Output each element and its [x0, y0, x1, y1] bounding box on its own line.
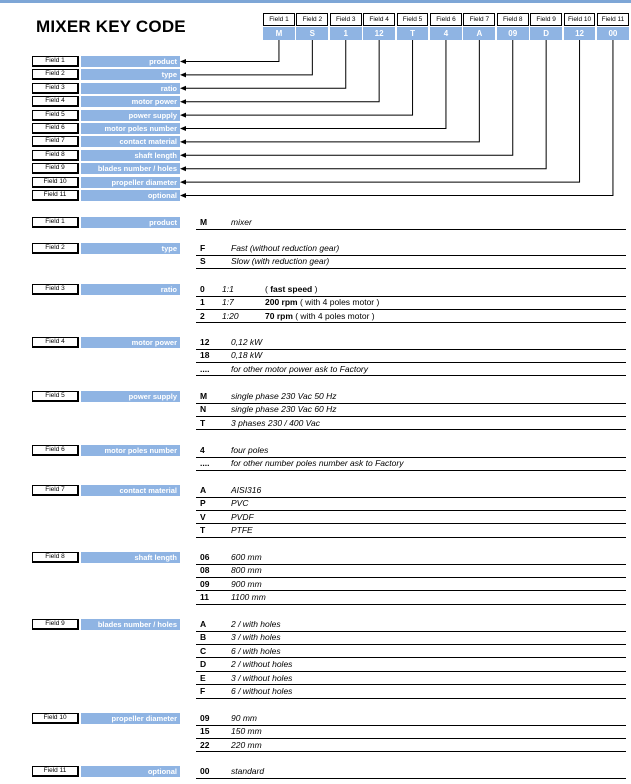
row-divider	[196, 349, 626, 350]
speed-suffix: ( with 4 poles motor )	[292, 310, 375, 321]
section-field-label: Field 10	[32, 713, 79, 724]
option-description: AISI316	[231, 485, 262, 495]
option-code: T	[200, 525, 206, 536]
option-description: 90 mm	[231, 713, 257, 723]
section-field-name: contact material	[81, 485, 180, 496]
section-field-label: Field 3	[32, 284, 79, 295]
connector-line	[184, 40, 346, 88]
option-description: 900 mm	[231, 578, 262, 589]
legend-field-label: Field 6	[32, 123, 79, 134]
option-speed	[265, 297, 379, 308]
option-code: A	[200, 485, 207, 495]
section-field-label: Field 1	[32, 217, 79, 228]
legend-field-name: propeller diameter	[81, 177, 180, 188]
speed-value: fast speed	[270, 284, 313, 294]
option-code: 11	[200, 592, 209, 603]
row-divider	[196, 255, 626, 256]
option-code: D	[200, 659, 207, 670]
row-divider	[196, 362, 626, 363]
legend-field-name: product	[81, 56, 180, 67]
arrowhead-icon	[180, 166, 186, 171]
row-divider	[196, 577, 626, 578]
option-code: C	[200, 645, 207, 656]
header-field-label: Field 4	[363, 13, 395, 26]
option-description: 0,18 kW	[231, 350, 263, 361]
header-field-label: Field 6	[430, 13, 462, 26]
row-divider	[196, 698, 626, 699]
legend-field-name: blades number / holes	[81, 163, 180, 174]
legend-field-name: optional	[81, 190, 180, 201]
header-field-label: Field 2	[296, 13, 328, 26]
page-title: MIXER KEY CODE	[36, 17, 186, 36]
option-code: 00	[200, 766, 210, 776]
option-code: 0	[200, 284, 205, 294]
section-field-name: blades number / holes	[81, 619, 180, 630]
row-divider	[196, 510, 626, 511]
row-divider	[196, 778, 626, 779]
arrowhead-icon	[180, 180, 186, 185]
section-field-label: Field 9	[32, 619, 79, 630]
arrowhead-icon	[180, 99, 186, 104]
option-code: 06	[200, 552, 210, 562]
option-description: PVDF	[231, 511, 254, 522]
connector-line	[184, 40, 413, 115]
speed-value: 200 rpm	[265, 297, 298, 308]
section-field-label: Field 7	[32, 485, 79, 496]
option-description: 1100 mm	[231, 592, 266, 603]
row-divider	[196, 523, 626, 524]
option-description: 3 phases 230 / 400 Vac	[231, 417, 321, 428]
option-code: 15	[200, 726, 210, 737]
header-field-code: 12	[363, 27, 395, 40]
section-field-label: Field 8	[32, 552, 79, 563]
option-description: four poles	[231, 445, 269, 455]
row-divider	[196, 457, 626, 458]
header-field-label: Field 5	[397, 13, 429, 26]
option-description: PTFE	[231, 525, 253, 536]
connector-line	[184, 40, 546, 169]
legend-field-label: Field 11	[32, 190, 79, 201]
row-divider	[196, 644, 626, 645]
row-divider	[196, 470, 626, 471]
legend-field-label: Field 2	[32, 69, 79, 80]
header-field-label: Field 11	[597, 13, 629, 26]
speed-suffix: ( with 4 poles motor )	[297, 297, 380, 308]
connector-line	[184, 40, 279, 62]
connector-line	[184, 40, 613, 196]
header-field-label: Field 10	[564, 13, 596, 26]
row-divider	[196, 604, 626, 605]
option-description: single phase 230 Vac 60 Hz	[231, 404, 337, 415]
option-code: 22	[200, 739, 210, 750]
option-description: 6 / with holes	[231, 645, 281, 656]
row-divider	[196, 725, 626, 726]
connector-line	[184, 40, 379, 102]
option-code: P	[200, 498, 206, 509]
header-field-code: M	[263, 27, 295, 40]
option-description: 3 / with holes	[231, 632, 281, 643]
legend-field-label: Field 7	[32, 136, 79, 147]
option-code: 09	[200, 578, 210, 589]
section-field-name: propeller diameter	[81, 713, 180, 724]
option-description: mixer	[231, 217, 252, 227]
legend-field-label: Field 1	[32, 56, 79, 67]
option-description: 2 / without holes	[231, 659, 293, 670]
legend-field-name: shaft length	[81, 150, 180, 161]
row-divider	[196, 268, 626, 269]
row-divider	[196, 564, 626, 565]
option-code: 08	[200, 565, 210, 576]
option-code: A	[200, 619, 207, 629]
header-field-label: Field 1	[263, 13, 295, 26]
section-field-label: Field 11	[32, 766, 79, 777]
option-description: 3 / without holes	[231, 672, 293, 683]
connector-line	[184, 40, 312, 75]
option-code: E	[200, 672, 206, 683]
arrowhead-icon	[180, 126, 186, 131]
header-field-label: Field 3	[330, 13, 362, 26]
legend-field-label: Field 10	[32, 177, 79, 188]
option-ratio: 1:1	[222, 284, 234, 294]
row-divider	[196, 738, 626, 739]
legend-field-name: motor poles number	[81, 123, 180, 134]
legend-field-name: contact material	[81, 136, 180, 147]
option-code: 09	[200, 713, 210, 723]
header-field-code: S	[296, 27, 328, 40]
option-code: M	[200, 391, 208, 401]
speed-value: 70 rpm	[265, 310, 293, 321]
legend-field-name: power supply	[81, 110, 180, 121]
row-divider	[196, 684, 626, 685]
option-description: 0,12 kW	[231, 337, 263, 347]
legend-field-name: type	[81, 69, 180, 80]
arrowhead-icon	[180, 72, 186, 77]
section-field-label: Field 6	[32, 445, 79, 456]
option-ratio: 1:20	[222, 310, 239, 321]
option-description: 2 / with holes	[231, 619, 281, 629]
arrowhead-icon	[180, 59, 186, 64]
option-description: Slow (with reduction gear)	[231, 256, 330, 267]
option-speed	[265, 284, 317, 295]
connector-line	[184, 40, 513, 155]
row-divider	[196, 671, 626, 672]
section-field-label: Field 2	[32, 243, 79, 254]
option-code: 18	[200, 350, 210, 361]
option-code: S	[200, 256, 206, 267]
row-divider	[196, 751, 626, 752]
section-field-name: type	[81, 243, 180, 254]
speed-suffix: )	[312, 284, 318, 294]
option-code: T	[200, 417, 206, 428]
option-code: 2	[200, 310, 205, 321]
option-code: ....	[200, 363, 210, 374]
arrowhead-icon	[180, 153, 186, 158]
option-code: F	[200, 686, 206, 696]
section-field-name: shaft length	[81, 552, 180, 563]
header-field-code: A	[463, 27, 495, 40]
option-description: 150 mm	[231, 726, 262, 737]
legend-field-label: Field 4	[32, 96, 79, 107]
arrowhead-icon	[180, 113, 186, 118]
option-ratio: 1:7	[222, 297, 234, 308]
arrowhead-icon	[180, 193, 186, 198]
row-divider	[196, 375, 626, 376]
row-divider	[196, 429, 626, 430]
option-code: ....	[200, 458, 210, 469]
option-description: PVC	[231, 498, 249, 509]
option-code: V	[200, 511, 206, 522]
legend-field-name: motor power	[81, 96, 180, 107]
header-field-code: 12	[564, 27, 596, 40]
row-divider	[196, 537, 626, 538]
option-code: M	[200, 217, 208, 227]
option-code: B	[200, 632, 207, 643]
row-divider	[196, 229, 626, 230]
header-field-label: Field 9	[530, 13, 562, 26]
section-field-label: Field 4	[32, 337, 79, 348]
header-field-code: 1	[330, 27, 362, 40]
header-field-code: 4	[430, 27, 462, 40]
option-description: standard	[231, 766, 265, 776]
speed-prefix: (	[265, 284, 271, 294]
legend-field-label: Field 8	[32, 150, 79, 161]
row-divider	[196, 403, 626, 404]
header-field-code: 09	[497, 27, 529, 40]
connector-arrows	[0, 0, 631, 210]
section-field-name: optional	[81, 766, 180, 777]
option-code: 1	[200, 297, 205, 308]
section-field-name: motor power	[81, 337, 180, 348]
row-divider	[196, 322, 626, 323]
row-divider	[196, 657, 626, 658]
header-field-code: D	[530, 27, 562, 40]
row-divider	[196, 497, 626, 498]
arrowhead-icon	[180, 86, 186, 91]
row-divider	[196, 416, 626, 417]
option-description: single phase 230 Vac 50 Hz	[231, 391, 337, 401]
header-field-code: 00	[597, 27, 629, 40]
option-speed	[265, 311, 375, 322]
option-description: for other number poles number ask to Factory	[231, 458, 404, 469]
row-divider	[196, 631, 626, 632]
arrowhead-icon	[180, 139, 186, 144]
option-code: 4	[200, 445, 205, 455]
connector-line	[184, 40, 479, 142]
legend-field-label: Field 3	[32, 83, 79, 94]
section-field-name: product	[81, 217, 180, 228]
legend-field-label: Field 5	[32, 110, 79, 121]
header-field-code: T	[397, 27, 429, 40]
header-field-label: Field 7	[463, 13, 495, 26]
option-description: 6 / without holes	[231, 686, 293, 696]
option-description: 220 mm	[231, 739, 262, 750]
option-code: F	[200, 243, 206, 253]
header-field-label: Field 8	[497, 13, 529, 26]
section-field-name: ratio	[81, 284, 180, 295]
option-code: N	[200, 404, 207, 415]
section-field-name: motor poles number	[81, 445, 180, 456]
option-description: 800 mm	[231, 565, 262, 576]
section-field-label: Field 5	[32, 391, 79, 402]
row-divider	[196, 296, 626, 297]
option-description: 600 mm	[231, 552, 262, 562]
legend-field-name: ratio	[81, 83, 180, 94]
section-field-name: power supply	[81, 391, 180, 402]
row-divider	[196, 309, 626, 310]
row-divider	[196, 590, 626, 591]
option-description: Fast (without reduction gear)	[231, 243, 340, 253]
option-code: 12	[200, 337, 210, 347]
option-description: for other motor power ask to Factory	[231, 363, 368, 374]
legend-field-label: Field 9	[32, 163, 79, 174]
